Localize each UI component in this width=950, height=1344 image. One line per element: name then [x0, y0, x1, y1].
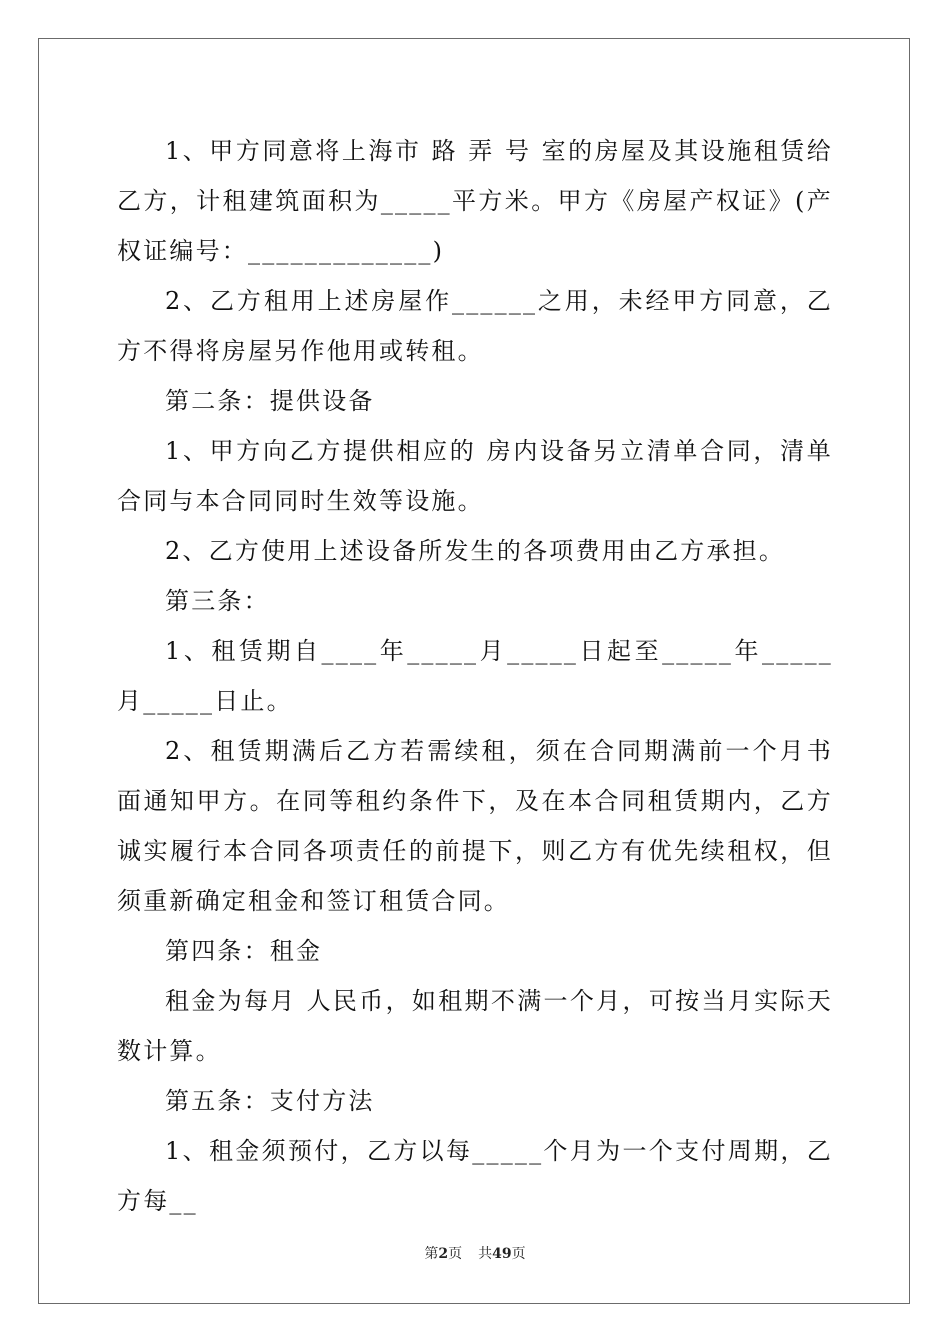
document-body	[117, 126, 833, 1226]
paragraph-renewal: 2、租赁期满后乙方若需续租，须在合同期满前一个月书面通知甲方。在同等租约条件下，及在本合同租赁期内，乙方诚实履行本合同各项责任的前提下，则乙方有优先续租权，但须重新确定租金和签订租赁合同。	[117, 737, 833, 915]
paragraph-premises: 1、甲方同意将上海市 路 弄 号 室的房屋及其设施租赁给乙方，计租建筑面积为_____平方米。甲方《房屋产权证》(产权证编号：_____________)	[117, 137, 833, 265]
heading-article-5: 第五条：支付方法	[165, 1087, 375, 1115]
paragraph-equipment: 1、甲方向乙方提供相应的 房内设备另立清单合同，清单合同与本合同同时生效等设施。	[117, 437, 833, 515]
paragraph-equipment-costs: 2、乙方使用上述设备所发生的各项费用由乙方承担。	[165, 537, 786, 565]
page-footer	[0, 1243, 950, 1263]
page-number: 2	[438, 1246, 449, 1262]
total-suffix: 页	[511, 1246, 526, 1262]
paragraph-payment: 1、租金须预付，乙方以每_____个月为一个支付周期，乙方每__	[117, 1137, 833, 1215]
paragraph-usage: 2、乙方租用上述房屋作______之用，未经甲方同意，乙方不得将房屋另作他用或转租。	[117, 287, 833, 365]
total-prefix: 共	[478, 1246, 493, 1262]
paragraph-rent: 租金为每月 人民币，如租期不满一个月，可按当月实际天数计算。	[117, 987, 833, 1065]
heading-article-4: 第四条：租金	[165, 937, 323, 965]
total-pages: 49	[492, 1246, 512, 1262]
heading-article-2: 第二条：提供设备	[165, 387, 375, 415]
heading-article-3: 第三条：	[165, 587, 270, 615]
page-prefix: 第	[424, 1246, 439, 1262]
page-suffix: 页	[448, 1246, 463, 1262]
paragraph-lease-term: 1、租赁期自____年_____月_____日起至_____年_____月_____日止。	[117, 637, 833, 715]
